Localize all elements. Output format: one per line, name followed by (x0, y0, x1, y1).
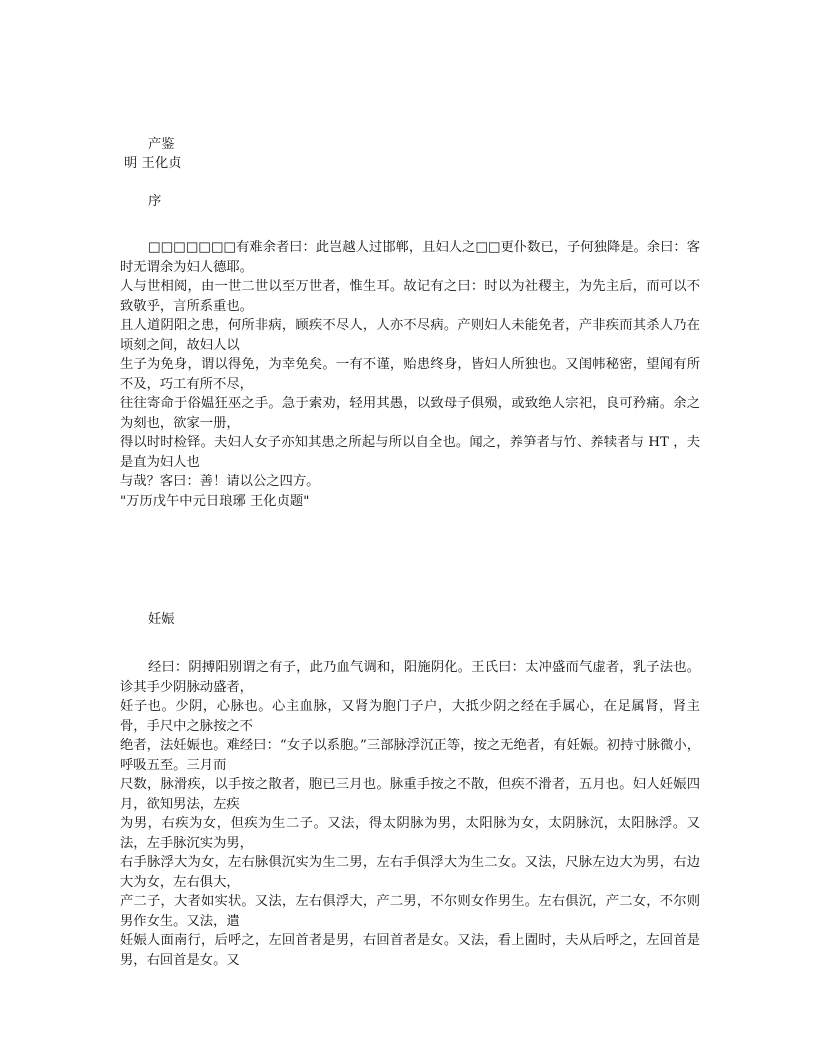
preface-line: 且人道阴阳之患，何所非病，顾疾不尽人，人亦不尽病。产则妇人未能免者，产非疾而其杀人乃在顷刻之间，故妇人以 (120, 318, 700, 353)
document-title: 产鉴 (148, 137, 175, 152)
preface-line: 往往寄命于俗媪狂巫之手。急于索劝，轻用其愚，以致母子俱殒，或致绝人宗祀，良可矜痛。余之为刻也，欲家一册， (120, 396, 700, 431)
author-line: 明 王化贞 (124, 156, 182, 171)
section-line: 妊娠人面南行，后呼之，左回首者是男，右回首者是女。又法，看上圊时，夫从后呼之，左回首是男，右回首是女。又 (120, 933, 700, 968)
section-line: 产二子，大者如实状。又法，左右俱浮大，产二男，不尔则女作男生。左右俱沉，产二女，不尔则男作女生。又法，遣 (120, 894, 700, 929)
section-line: 右手脉浮大为女，左右脉俱沉实为生二男，左右手俱浮大为生二女。又法，尺脉左边大为男，右边大为女，左右俱大， (120, 855, 700, 890)
section-line: 绝者，法妊娠也。难经曰：“女子以系胞。”三部脉浮沉正等，按之无绝者，有妊娠。初持寸脉微小，呼吸五至。三月而 (120, 738, 700, 773)
section-body (120, 658, 700, 970)
section-line: 经曰：阴搏阳别谓之有子，此乃血气调和，阳施阴化。王氏曰：太冲盛而气虚者，乳子法也。诊其手少阴脉动盛者， (120, 660, 700, 695)
preface-body (120, 238, 700, 511)
section-line: 妊子也。少阴，心脉也。心主血脉，又肾为胞门子户，大抵少阴之经在手属心，在足属肾，肾主骨，手尺中之脉按之不 (120, 699, 700, 734)
section-line: 尺数，脉滑疾，以手按之散者，胞已三月也。脉重手按之不散，但疾不滑者，五月也。妇人妊娠四月，欲知男法，左疾 (120, 777, 700, 812)
preface-line: 得以时时检铎。夫妇人女子亦知其患之所起与所以自全也。闻之，养笋者与竹、养犊者与 HT ，夫是直为妇人也 (120, 435, 700, 470)
preface-line: 与哉？客曰：善！请以公之四方。 (120, 474, 320, 489)
preface-line: 人与世相阅，由一世二世以至万世者，惟生耳。故记有之曰：时以为社稷主，为先主后，而可以不致敬乎，言所系重也。 (120, 279, 700, 314)
preface-line: □□□□□□□有难余者曰：此岂越人过邯郸，且妇人之□□更仆数已，子何独降是。余曰：客时无谓余为妇人德耶。 (120, 240, 700, 275)
preface-signature: "万历戊午中元日琅琊 王化贞题" (120, 493, 310, 509)
section-heading: 妊娠 (148, 612, 175, 627)
preface-line: 生子为免身，谓以得免，为幸免矣。一有不谨，贻患终身，皆妇人所独也。又闺帏秘密，望闻有所不及，巧工有所不尽， (120, 357, 700, 392)
section-line: 为男，右疾为女，但疾为生二子。又法，得太阴脉为男，太阳脉为女，太阴脉沉，太阳脉浮。又法，左手脉沉实为男， (120, 816, 700, 851)
preface-heading: 序 (148, 194, 162, 209)
